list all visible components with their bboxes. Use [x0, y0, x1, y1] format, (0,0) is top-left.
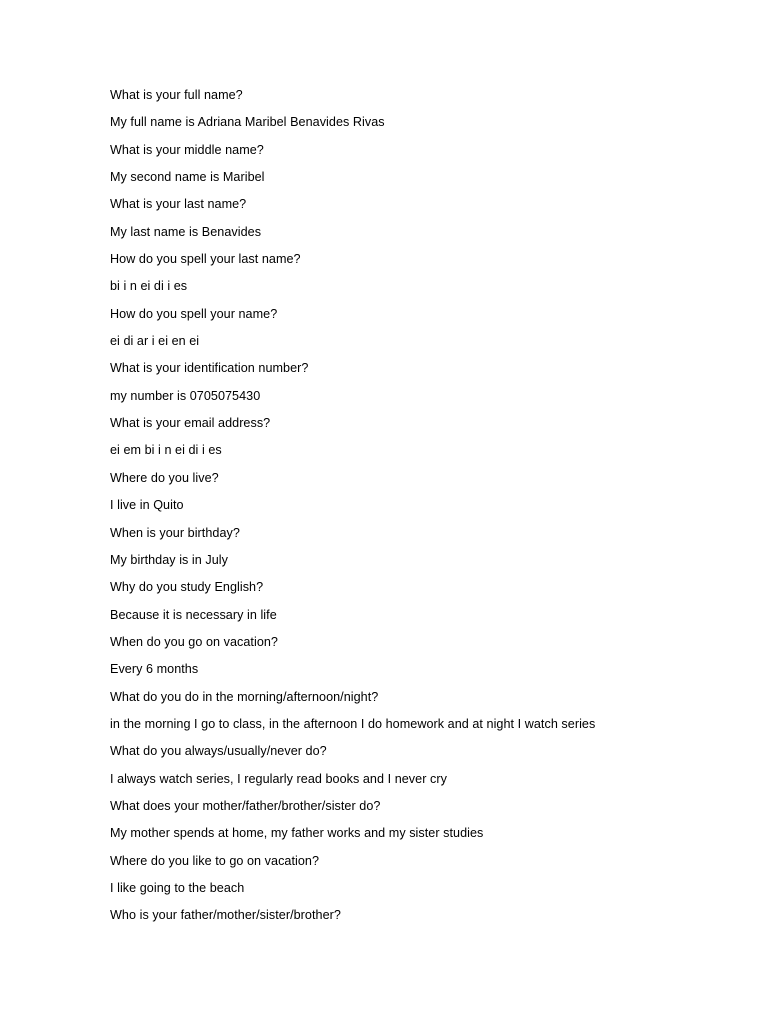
question-email-address: What is your email address? — [110, 416, 271, 431]
question-frequency-habits: What do you always/usually/never do? — [110, 744, 327, 759]
answer-full-name: My full name is Adriana Maribel Benavides Rivas — [110, 115, 385, 130]
answer-last-name: My last name is Benavides — [110, 224, 262, 239]
question-birthday: When is your birthday? — [110, 525, 240, 540]
answer-daily-routine: in the morning I go to class, in the afternoon I do homework and at night I watch series — [110, 716, 596, 731]
question-vacation-where: Where do you like to go on vacation? — [110, 853, 320, 868]
answer-frequency-habits: I always watch series, I regularly read books and I never cry — [110, 771, 447, 786]
question-spell-name: How do you spell your name? — [110, 306, 278, 321]
question-last-name: What is your last name? — [110, 197, 247, 212]
answer-vacation-when: Every 6 months — [110, 662, 199, 677]
question-middle-name: What is your middle name? — [110, 142, 264, 157]
answer-middle-name: My second name is Maribel — [110, 170, 265, 185]
answer-identification-number: my number is 0705075430 — [110, 388, 261, 403]
answer-where-live: I live in Quito — [110, 498, 184, 513]
question-where-live: Where do you live? — [110, 470, 219, 485]
document-page — [110, 86, 750, 934]
question-vacation-when: When do you go on vacation? — [110, 634, 278, 649]
answer-spell-name: ei di ar i ei en ei — [110, 334, 200, 349]
question-family-member: Who is your father/mother/sister/brother? — [110, 908, 341, 923]
answer-spell-last-name: bi i n ei di i es — [110, 279, 188, 294]
answer-email-address: ei em bi i n ei di i es — [110, 443, 222, 458]
answer-vacation-where: I like going to the beach — [110, 880, 245, 895]
question-identification-number: What is your identification number? — [110, 361, 309, 376]
answer-family-occupations: My mother spends at home, my father works and my sister studies — [110, 826, 484, 841]
question-daily-routine: What do you do in the morning/afternoon/night? — [110, 689, 379, 704]
question-full-name: What is your full name? — [110, 88, 243, 102]
answer-birthday: My birthday is in July — [110, 552, 228, 567]
question-family-occupations: What does your mother/father/brother/sister do? — [110, 798, 381, 813]
question-spell-last-name: How do you spell your last name? — [110, 252, 301, 267]
answer-study-english: Because it is necessary in life — [110, 607, 277, 622]
question-study-english: Why do you study English? — [110, 580, 264, 595]
